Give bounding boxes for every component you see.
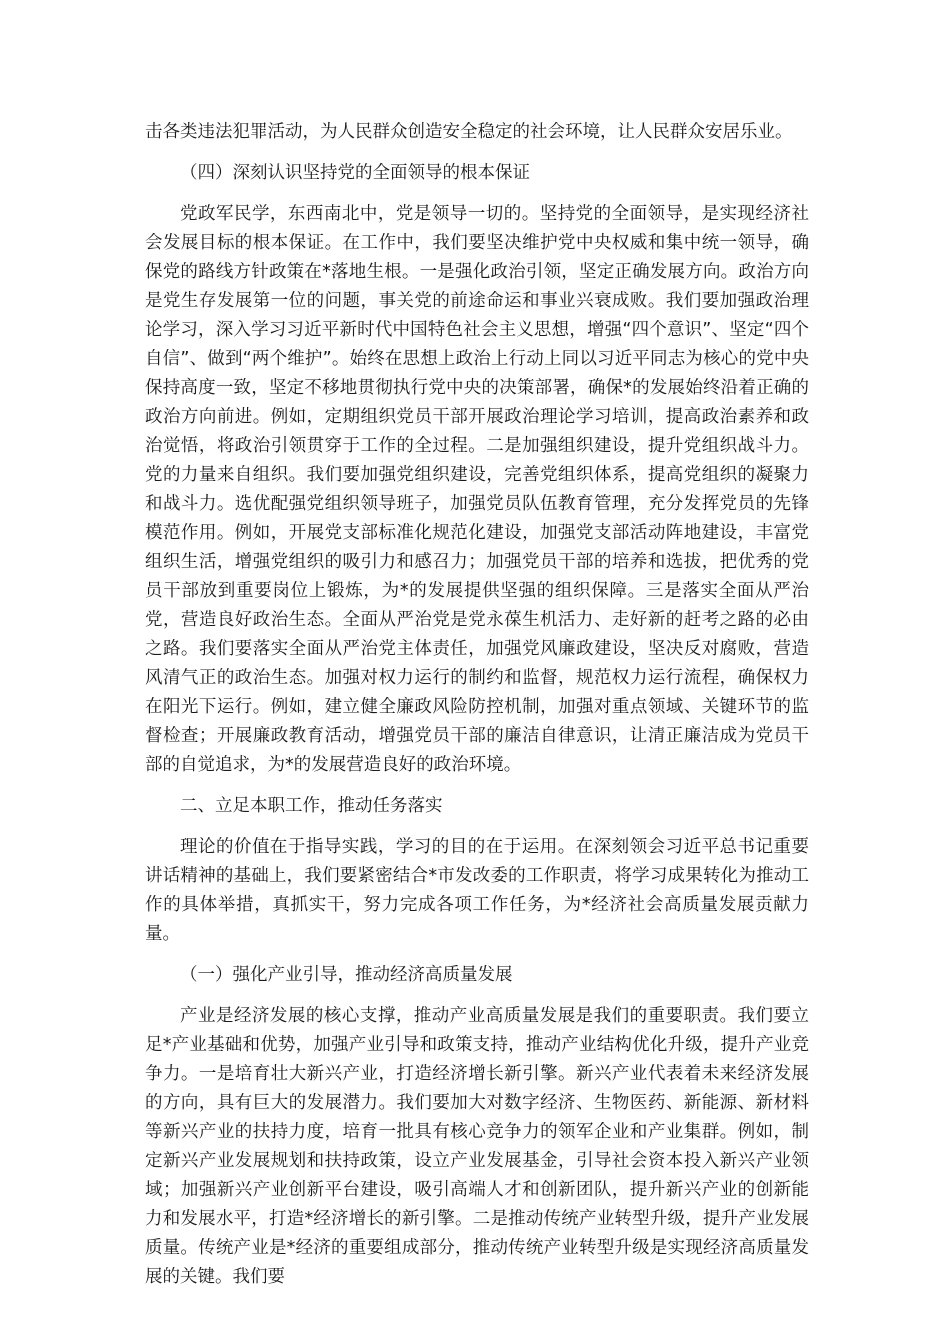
section-heading-1: （一）强化产业引导，推动经济高质量发展 (180, 965, 513, 985)
chapter-heading-2: 二、立足本职工作，推动任务落实 (180, 796, 443, 816)
paragraph-industry: 产业是经济发展的核心支撑，推动产业高质量发展是我们的重要职责。我们要立足*产业基础和优势，加强产业引导和政策支持，推动产业结构优化升级，提升产业竞争力。一是培育壮大新兴产业，打造经济增长新引擎。新兴产业代表着未来经济发展的方向，具有巨大的发展潜力。我们要加大对数字经济、生物医药、新能源、新材料等新兴产业的扶持力度，培育一批具有核心竞争力的领军企业和产业集群。例如，制定新兴产业发展规划和扶持政策，设立产业发展基金，引导社会资本投入新兴产业领域；加强新兴产业创新平台建设，吸引高端人才和创新团队，提升新兴产业的创新能力和发展水平，打造*经济增长的新引擎。二是推动传统产业转型升级，提升产业发展质量。传统产业是*经济的重要组成部分，推动传统产业转型升级是实现经济高质量发展的关键。我们要 (145, 1006, 809, 1287)
section-heading-4: （四）深刻认识坚持党的全面领导的根本保证 (180, 163, 530, 183)
document-body (145, 118, 809, 1292)
paragraph-practice: 理论的价值在于指导实践，学习的目的在于运用。在深刻领会习近平总书记重要讲话精神的基础上，我们要紧密结合*市发改委的工作职责，将学习成果转化为推动工作的具体举措，真抓实干，努力完成各项工作任务，为*经济社会高质量发展贡献力量。 (145, 837, 809, 944)
paragraph-continued: 击各类违法犯罪活动，为人民群众创造安全稳定的社会环境，让人民群众安居乐业。 (145, 122, 793, 142)
paragraph-party-leadership: 党政军民学，东西南北中，党是领导一切的。坚持党的全面领导，是实现经济社会发展目标的根本保证。在工作中，我们要坚决维护党中央权威和集中统一领导，确保党的路线方针政策在*落地生根。一是强化政治引领，坚定正确发展方向。政治方向是党生存发展第一位的问题，事关党的前途命运和事业兴衰成败。我们要加强政治理论学习，深入学习习近平新时代中国特色社会主义思想，增强“四个意识”、坚定“四个自信”、做到“两个维护”。始终在思想上政治上行动上同以习近平同志为核心的党中央保持高度一致，坚定不移地贯彻执行党中央的决策部署，确保*的发展始终沿着正确的政治方向前进。例如，定期组织党员干部开展政治理论学习培训，提高政治素养和政治觉悟，将政治引领贯穿于工作的全过程。二是加强组织建设，提升党组织战斗力。党的力量来自组织。我们要加强党组织建设，完善党组织体系，提高党组织的凝聚力和战斗力。选优配强党组织领导班子，加强党员队伍教育管理，充分发挥党员的先锋模范作用。例如，开展党支部标准化规范化建设，加强党支部活动阵地建设，丰富党组织生活，增强党组织的吸引力和感召力；加强党员干部的培养和选拔，把优秀的党员干部放到重要岗位上锻炼，为*的发展提供坚强的组织保障。三是落实全面从严治党，营造良好政治生态。全面从严治党是党永葆生机活力、走好新的赶考之路的必由之路。我们要落实全面从严治党主体责任，加强党风廉政建设，坚决反对腐败，营造风清气正的政治生态。加强对权力运行的制约和监督，规范权力运行流程，确保权力在阳光下运行。例如，建立健全廉政风险防控机制，加强对重点领域、关键环节的监督检查；开展廉政教育活动，增强党员干部的廉洁自律意识，让清正廉洁成为党员干部的自觉追求，为*的发展营造良好的政治环境。 (145, 204, 809, 775)
